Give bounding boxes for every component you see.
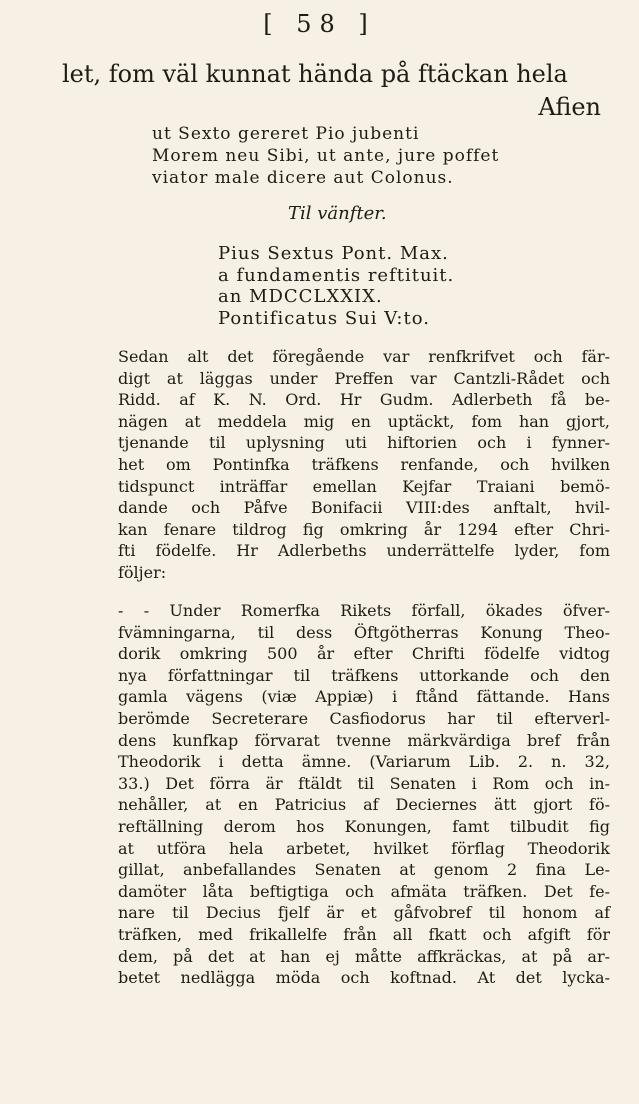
paragraph-line: dorik omkring 500 år efter Chrifti födelfe vidtog bbox=[118, 644, 610, 664]
paragraph-line: nare til Decius fjelf är et gåfvobref til honom af bbox=[118, 903, 610, 923]
paragraph-line: fvämningarna, til dess Öftgötherras Konung Theo- bbox=[118, 622, 610, 642]
catchword: Afien bbox=[538, 93, 601, 121]
paragraph-line: dens kunfkap förvarat tvenne märkvärdiga bref från bbox=[118, 730, 610, 750]
paragraph-line: dem, på det at han ej måtte affkräckas, at på ar- bbox=[118, 946, 610, 966]
inscription-line: a fundamentis reftituit. bbox=[218, 264, 455, 286]
paragraph-line: het om Pontinfka träfkens renfande, och hvilken bbox=[118, 454, 610, 474]
paragraph-line: 33.) Det förra är ftäldt til Senaten i Rom och in- bbox=[118, 773, 610, 793]
paragraph-line: Ridd. af K. N. Ord. Hr Gudm. Adlerbeth få be- bbox=[118, 390, 610, 410]
body-paragraph-1 bbox=[118, 346, 610, 584]
inscription-line: Pontificatus Sui V:to. bbox=[218, 307, 430, 329]
inscription-line: Morem neu Sibi, ut ante, jure poffet bbox=[152, 146, 500, 166]
paragraph-line: Theodorik i detta ämne. (Variarum Lib. 2. n. 32, bbox=[118, 752, 610, 772]
paragraph-line: digt at läggas under Preffen var Cantzli-Rådet och bbox=[118, 368, 610, 388]
paragraph-line: tidspunct inträffar emellan Kejfar Traiani bemö- bbox=[118, 476, 610, 496]
paragraph-line: nehåller, at en Patricius af Deciernes ätt gjort fö- bbox=[118, 795, 610, 815]
paragraph-line: följer: bbox=[118, 562, 167, 582]
inscription-line: viator male dicere aut Colonus. bbox=[152, 168, 454, 188]
paragraph-line: nägen at meddela mig en uptäckt, fom han gjort, bbox=[118, 411, 610, 431]
paragraph-line: damöter låta beftigtiga och afmäta träfken. Det fe- bbox=[118, 881, 610, 901]
page-number-header: [ 58 ] bbox=[263, 10, 376, 38]
paragraph-line: reftällning derom hos Konungen, famt tilbudit fig bbox=[118, 816, 610, 836]
paragraph-line: berömde Secreterare Casfiodorus har til efterverl- bbox=[118, 708, 610, 728]
paragraph-line: - - Under Romerfka Rikets förfall, ökades öfver- bbox=[118, 601, 610, 620]
paragraph-line: betet nedlägga möda och koftnad. At det lycka- bbox=[118, 968, 610, 988]
latin-inscription-left bbox=[218, 243, 454, 329]
section-subheading: Til vänfter. bbox=[288, 203, 387, 224]
inscription-line: an MDCCLXXIX. bbox=[218, 286, 383, 307]
inscription-line: ut Sexto gereret Pio jubenti bbox=[152, 124, 420, 144]
paragraph-line: dande och Påfve Bonifacii VIII:des anftalt, hvil- bbox=[118, 498, 610, 518]
latin-inscription bbox=[152, 123, 499, 189]
paragraph-line: träfken, med frikallelfe från all fkatt och afgift för bbox=[118, 924, 610, 944]
inscription-line: Pius Sextus Pont. Max. bbox=[218, 243, 449, 264]
paragraph-line: tjenande til uplysning uti hiftorien och i fynner- bbox=[118, 433, 610, 453]
paragraph-line: gamla vägens (viæ Appiæ) i ftånd fättande. Hans bbox=[118, 687, 610, 707]
paragraph-line: gillat, anbefallandes Senaten at genom 2 fina Le- bbox=[118, 860, 610, 880]
opening-line: let, fom väl kunnat hända på ftäckan hela bbox=[62, 60, 568, 88]
paragraph-line: nya författningar til träfkens uttorkande och den bbox=[118, 665, 610, 685]
body-paragraph-2 bbox=[118, 600, 610, 989]
paragraph-line: Sedan alt det föregående var renfkrifvet och fär- bbox=[118, 347, 610, 366]
paragraph-line: at utföra hela arbetet, hvilket förflag Theodorik bbox=[118, 838, 610, 858]
paragraph-line: kan fenare tildrog fig omkring år 1294 efter Chri- bbox=[118, 519, 610, 539]
paragraph-line: fti födelfe. Hr Adlerbeths underrättelfe lyder, fom bbox=[118, 541, 610, 561]
